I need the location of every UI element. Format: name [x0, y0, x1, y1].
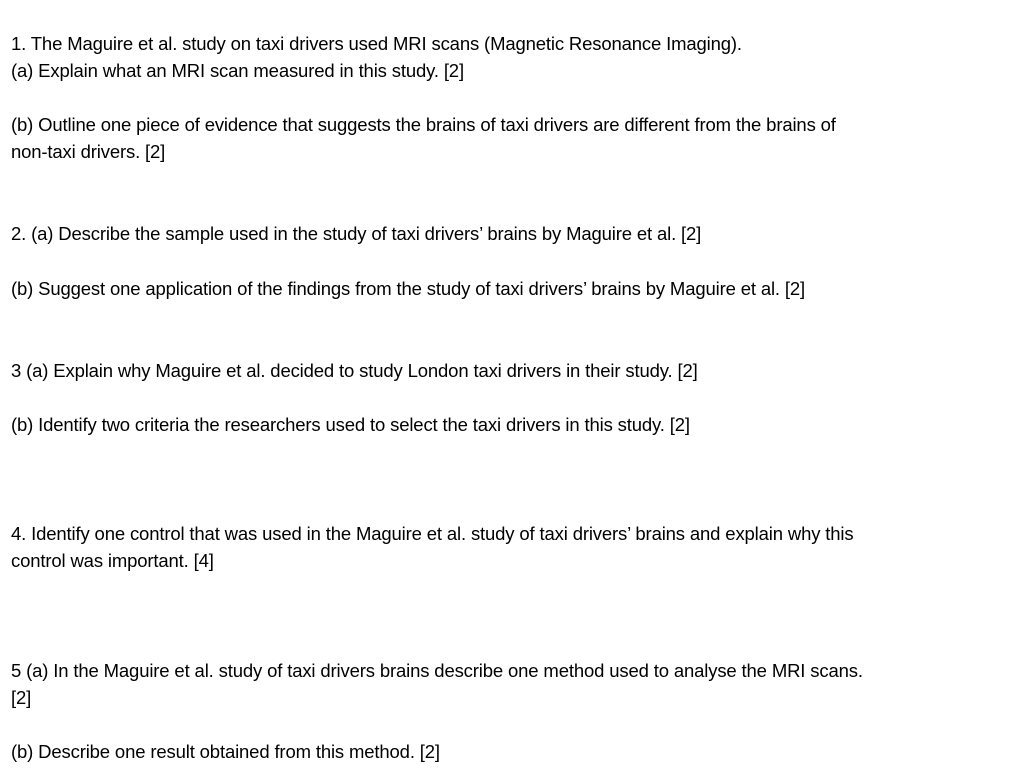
- question-3a: 3 (a) Explain why Maguire et al. decided to study London taxi drivers in their study. [2]: [11, 360, 698, 381]
- question-1-intro: 1. The Maguire et al. study on taxi drivers used MRI scans (Magnetic Resonance Imaging).: [11, 33, 742, 54]
- question-2b: (b) Suggest one application of the findings from the study of taxi drivers’ brains by Maguire et al. [2]: [11, 278, 806, 299]
- question-3b: (b) Identify two criteria the researchers used to select the taxi drivers in this study. [2]: [11, 414, 690, 435]
- question-1b-line-1: (b) Outline one piece of evidence that suggests the brains of taxi drivers are different from the brains of: [11, 114, 836, 135]
- question-1a: (a) Explain what an MRI scan measured in this study. [2]: [11, 60, 464, 81]
- question-2a: 2. (a) Describe the sample used in the study of taxi drivers’ brains by Maguire et al. [2]: [11, 223, 702, 244]
- question-5b: (b) Describe one result obtained from this method. [2]: [11, 741, 440, 762]
- question-1b-line-2: non-taxi drivers. [2]: [11, 141, 166, 162]
- question-5a-line-2: [2]: [11, 687, 32, 708]
- question-4-line-1: 4. Identify one control that was used in the Maguire et al. study of taxi drivers’ brains and explain why this: [11, 523, 854, 544]
- question-5a-line-1: 5 (a) In the Maguire et al. study of taxi drivers brains describe one method used to analyse the MRI scans.: [11, 660, 863, 681]
- question-4-line-2: control was important. [4]: [11, 550, 214, 571]
